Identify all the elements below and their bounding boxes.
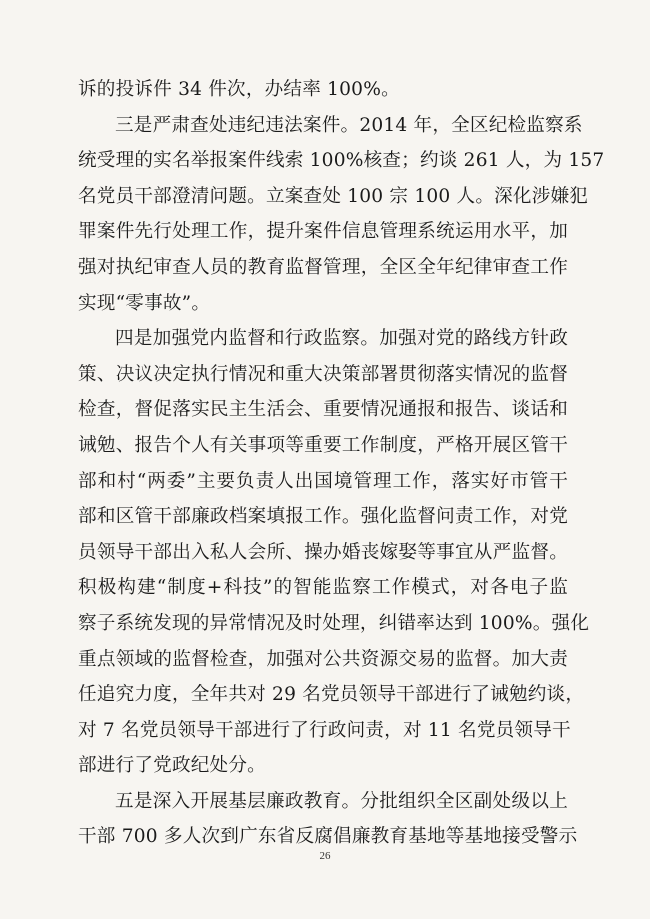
text-line: 重点领域的监督检查，加强对公共资源交易的监督。加大责 xyxy=(78,648,568,670)
text-line: 员领导干部出入私人会所、操办婚丧嫁娶等事宜从严监督。 xyxy=(78,541,568,563)
text-line: 名党员干部澄清问题。立案查处 100 宗 100 人。深化涉嫌犯 xyxy=(78,185,589,207)
text-line: 任追究力度，全年共对 29 名党员领导干部进行了诫勉约谈， xyxy=(78,684,585,706)
text-line: 部进行了党政纪处分。 xyxy=(78,755,266,777)
text-line: 罪案件先行处理工作，提升案件信息管理系统运用水平，加 xyxy=(78,221,568,243)
text-line: 实现“零事故”。 xyxy=(78,292,211,314)
text-line: 察子系统发现的异常情况及时处理，纠错率达到 100%。强化 xyxy=(78,612,590,634)
text-line: 部和区管干部廉政档案填报工作。强化监督问责工作，对党 xyxy=(78,506,568,528)
page-number: 26 xyxy=(319,850,331,862)
text-line: 积极构建“制度+科技”的智能监察工作模式，对各电子监 xyxy=(78,577,568,599)
text-line: 四是加强党内监督和行政监察。加强对党的路线方针政 xyxy=(115,328,568,350)
text-line: 部和村“两委”主要负责人出国境管理工作，落实好市管干 xyxy=(78,470,568,492)
text-line: 强对执纪审查人员的教育监督管理，全区全年纪律审查工作 xyxy=(78,256,568,278)
text-line: 统受理的实名举报案件线索 100%核查；约谈 261 人，为 157 xyxy=(78,150,605,172)
text-line: 诫勉、报告个人有关事项等重要工作制度，严格开展区管干 xyxy=(78,434,568,456)
text-line: 三是严肃查处违纪违法案件。2014 年，全区纪检监察系 xyxy=(115,114,583,136)
text-line: 检查，督促落实民主生活会、重要情况通报和报告、谈话和 xyxy=(78,399,568,421)
body-text xyxy=(78,72,605,855)
text-line: 干部 700 多人次到广东省反腐倡廉教育基地等基地接受警示 xyxy=(78,826,578,848)
text-line: 对 7 名党员领导干部进行了行政问责，对 11 名党员领导干 xyxy=(78,719,571,741)
text-line: 五是深入开展基层廉政教育。分批组织全区副处级以上 xyxy=(115,790,568,812)
text-line: 策、决议决定执行情况和重大决策部署贯彻落实情况的监督 xyxy=(78,363,568,385)
text-line: 诉的投诉件 34 件次，办结率 100%。 xyxy=(78,79,400,100)
